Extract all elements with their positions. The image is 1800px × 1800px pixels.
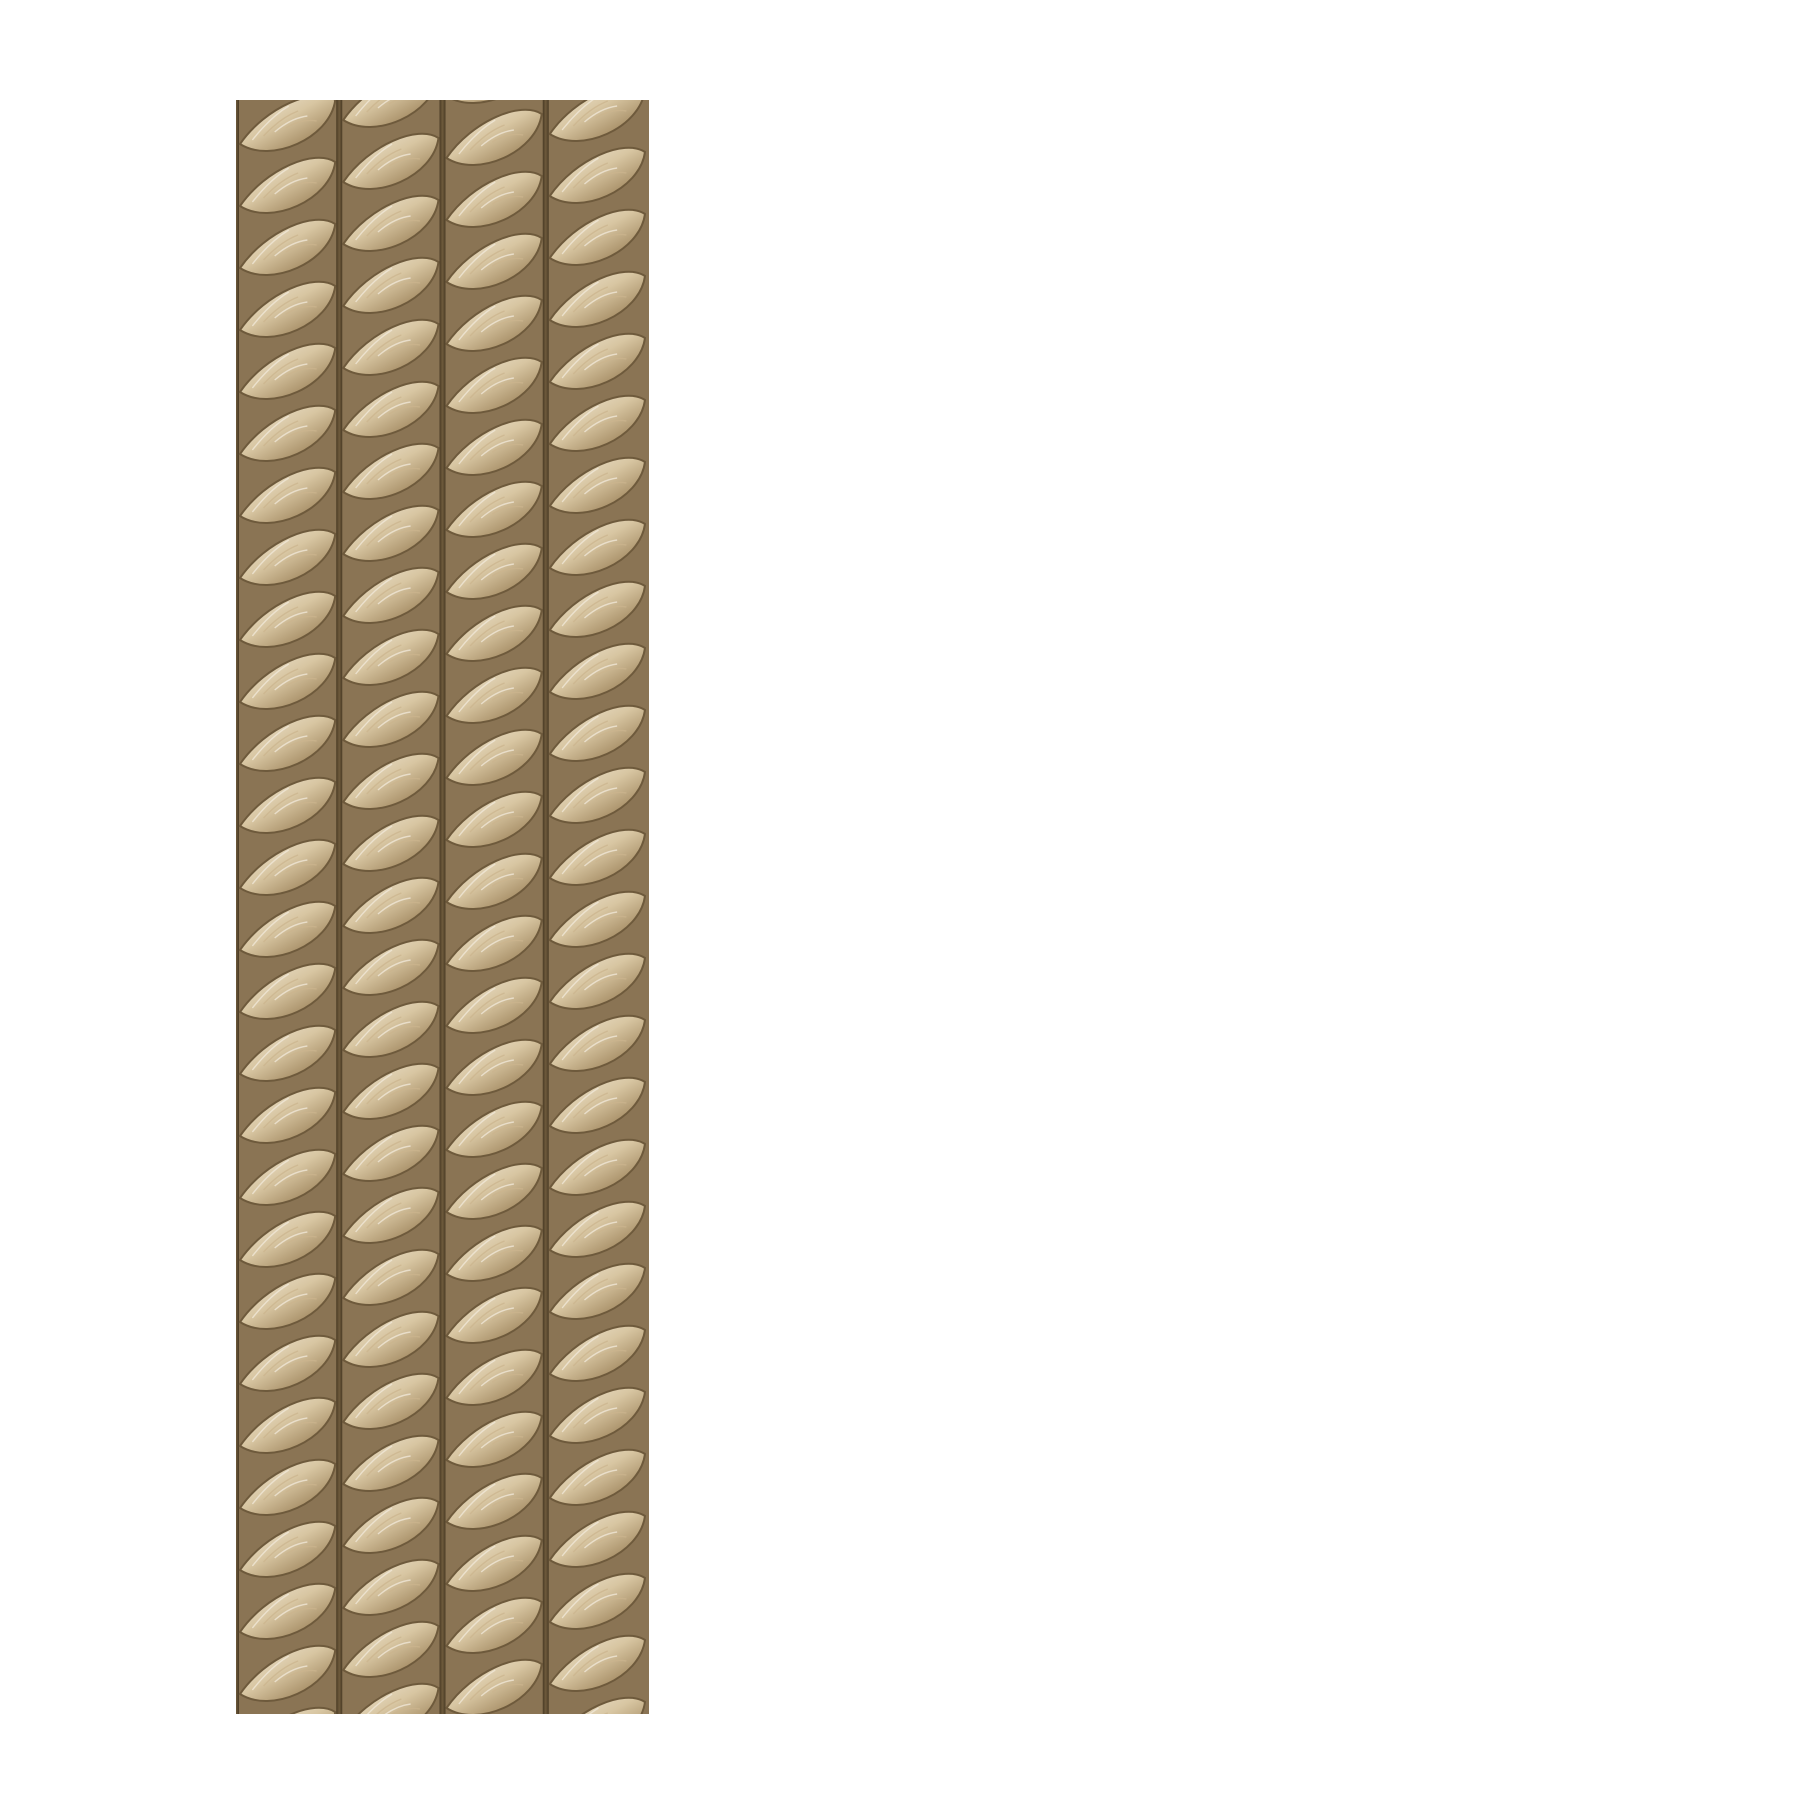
rope-gap	[440, 100, 446, 1714]
rope-texture-image	[236, 100, 649, 1714]
rope-gap	[236, 100, 239, 1714]
rope-gap	[336, 100, 342, 1714]
rope-gap	[543, 100, 549, 1714]
